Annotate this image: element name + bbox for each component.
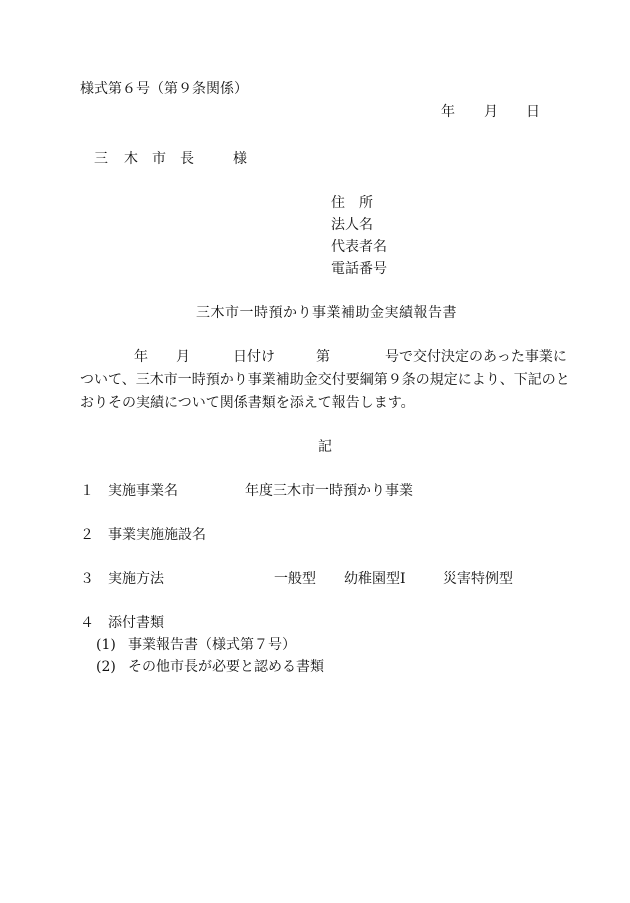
addressee-char-2: 木: [124, 151, 138, 167]
body-month: 月: [176, 349, 190, 365]
item3-number: ３: [80, 571, 94, 587]
item2-number: ２: [80, 527, 94, 543]
item1-number: １: [80, 483, 94, 499]
body-year: 年: [134, 349, 148, 365]
document-title: 三木市一時預かり事業補助金実績報告書: [196, 305, 457, 321]
addressee-char-4: 長: [180, 151, 194, 167]
phone-label: 電話番号: [331, 261, 387, 277]
corp-name-label: 法人名: [331, 217, 373, 233]
item4-sub1-text: 事業報告書（様式第７号）: [128, 637, 296, 653]
ki-heading: 記: [318, 439, 332, 455]
item4-sub2-number: (2): [96, 659, 116, 675]
item2-label: 事業実施施設名: [108, 527, 206, 543]
addressee-honorific: 様: [233, 151, 247, 167]
addressee-char-3: 市: [152, 151, 166, 167]
item3-option-kindergarten: 幼稚園型Ⅰ: [344, 571, 406, 587]
addressee-char-1: 三: [94, 151, 108, 167]
item3-option-disaster: 災害特例型: [443, 571, 513, 587]
form-number: 様式第６号（第９条関係）: [80, 81, 248, 97]
date-day: 日: [526, 104, 540, 120]
item1-value: 年度三木市一時預かり事業: [245, 483, 413, 499]
item3-option-general: 一般型: [274, 571, 316, 587]
address-label: 住 所: [331, 195, 373, 211]
body-dated: 日付け: [233, 349, 275, 365]
item4-label: 添付書類: [108, 615, 164, 631]
body-line2: ついて、三木市一時預かり事業補助金交付要綱第９条の規定により、下記のと: [80, 372, 570, 388]
body-number-prefix: 第: [316, 349, 330, 365]
date-year: 年: [441, 104, 455, 120]
date-month: 月: [484, 104, 498, 120]
representative-label: 代表者名: [331, 239, 387, 255]
item1-label: 実施事業名: [108, 483, 178, 499]
item3-label: 実施方法: [108, 571, 164, 587]
body-line3: おりその実績について関係書類を添えて報告します。: [80, 395, 415, 411]
item4-sub2-text: その他市長が必要と認める書類: [128, 659, 324, 675]
item4-number: ４: [80, 615, 94, 631]
body-line1-rest: 号で交付決定のあった事業に: [385, 349, 567, 365]
item4-sub1-number: (1): [96, 637, 116, 653]
